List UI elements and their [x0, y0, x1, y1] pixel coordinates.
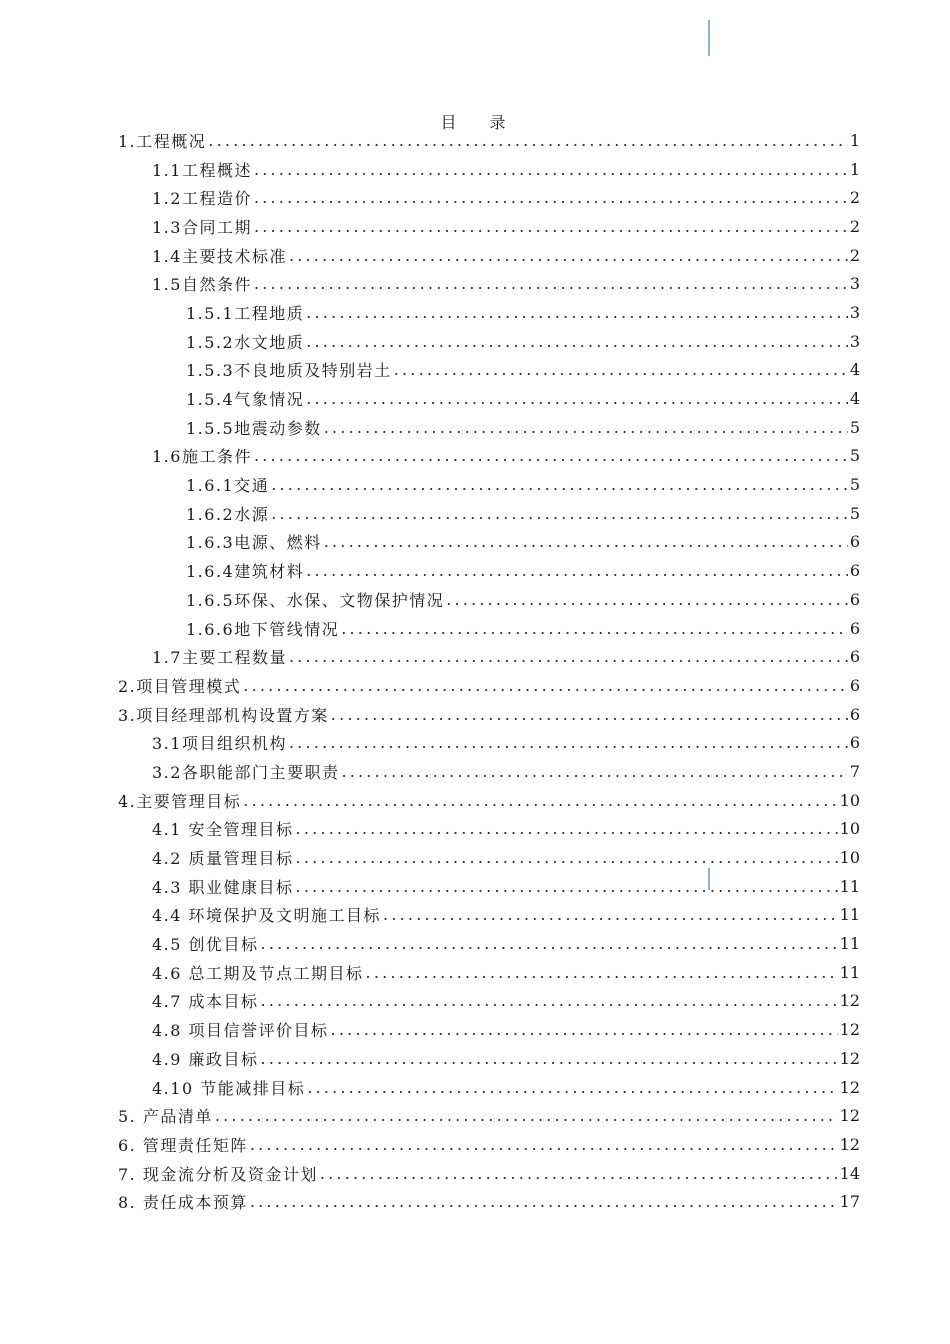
toc-entry-page: 11	[839, 934, 860, 954]
toc-leader-dots	[394, 360, 848, 379]
toc-leader-dots	[331, 705, 848, 724]
toc-entry-label: 4.10 节能减排目标	[152, 1078, 306, 1098]
toc-leader-dots	[254, 274, 848, 293]
toc-entry-page: 6	[849, 589, 860, 609]
toc-entry[interactable]	[118, 815, 860, 844]
table-of-contents	[118, 126, 860, 1216]
toc-entry-page: 3	[849, 302, 860, 322]
toc-leader-dots	[215, 1106, 838, 1125]
toc-entry[interactable]	[118, 413, 860, 442]
toc-entry[interactable]	[118, 1101, 860, 1130]
toc-entry-label: 1.1工程概述	[152, 160, 252, 180]
toc-entry-label: 1.6.5环保、水保、文物保护情况	[186, 590, 445, 610]
toc-entry-page: 6	[849, 561, 860, 581]
toc-entry[interactable]	[118, 327, 860, 356]
toc-entry-label: 1.4主要技术标准	[152, 246, 287, 266]
toc-entry-page: 17	[839, 1192, 860, 1212]
toc-entry-page: 10	[839, 790, 860, 810]
toc-entry-page: 3	[849, 274, 860, 294]
toc-entry[interactable]	[118, 671, 860, 700]
toc-entry-page: 3	[849, 331, 860, 351]
toc-entry-page: 14	[839, 1163, 860, 1183]
toc-entry-page: 1	[849, 159, 860, 179]
toc-entry-label: 3.2各职能部门主要职责	[152, 762, 340, 782]
toc-leader-dots	[271, 504, 848, 523]
toc-entry-label: 4.主要管理目标	[118, 791, 242, 811]
toc-entry[interactable]	[118, 269, 860, 298]
toc-entry[interactable]	[118, 384, 860, 413]
toc-leader-dots	[289, 246, 848, 265]
toc-leader-dots	[446, 590, 848, 609]
toc-leader-dots	[254, 446, 848, 465]
toc-entry-label: 1.6.1交通	[186, 476, 270, 496]
toc-entry[interactable]	[118, 356, 860, 385]
toc-entry-label: 4.5 创优目标	[152, 935, 259, 955]
toc-entry[interactable]	[118, 700, 860, 729]
toc-entry-label: 4.1 安全管理目标	[152, 820, 294, 840]
toc-leader-dots	[254, 160, 848, 179]
toc-entry-page: 5	[849, 417, 860, 437]
toc-entry-page: 12	[839, 991, 860, 1011]
toc-leader-dots	[250, 1135, 838, 1154]
toc-leader-dots	[307, 1078, 837, 1097]
toc-entry-page: 12	[839, 1106, 860, 1126]
toc-entry[interactable]	[118, 470, 860, 499]
toc-entry-label: 6. 管理责任矩阵	[118, 1135, 248, 1155]
toc-entry-label: 5. 产品清单	[118, 1107, 213, 1127]
toc-leader-dots	[296, 848, 838, 867]
toc-entry-page: 2	[849, 216, 860, 236]
text-cursor-mark	[708, 20, 710, 56]
toc-leader-dots	[208, 131, 848, 150]
toc-entry-page: 12	[839, 1134, 860, 1154]
toc-entry-label: 1.5自然条件	[152, 275, 252, 295]
toc-entry-page: 5	[849, 446, 860, 466]
toc-entry-page: 6	[849, 618, 860, 638]
toc-entry-page: 5	[849, 475, 860, 495]
toc-entry-label: 4.2 质量管理目标	[152, 849, 294, 869]
toc-leader-dots	[254, 188, 848, 207]
toc-entry-label: 1.2工程造价	[152, 189, 252, 209]
toc-entry-page: 1	[849, 130, 860, 150]
toc-leader-dots	[250, 1192, 838, 1211]
toc-leader-dots	[296, 819, 838, 838]
toc-leader-dots	[271, 475, 848, 494]
toc-entry-label: 1.6.6地下管线情况	[186, 619, 340, 639]
toc-entry-label: 3.1项目组织机构	[152, 734, 287, 754]
toc-entry-label: 4.4 环境保护及文明施工目标	[152, 906, 382, 926]
toc-entry-page: 4	[849, 360, 860, 380]
toc-entry-page: 4	[849, 389, 860, 409]
toc-entry-page: 12	[839, 1020, 860, 1040]
toc-entry[interactable]	[118, 528, 860, 557]
toc-leader-dots	[341, 762, 847, 781]
toc-leader-dots	[366, 963, 838, 982]
toc-leader-dots	[306, 389, 848, 408]
toc-entry[interactable]	[118, 1159, 860, 1188]
toc-entry[interactable]	[118, 958, 860, 987]
toc-entry-page: 2	[849, 188, 860, 208]
toc-entry-label: 4.7 成本目标	[152, 992, 259, 1012]
toc-entry[interactable]	[118, 126, 860, 155]
toc-entry-page: 6	[849, 733, 860, 753]
toc-entry-label: 1.6.3电源、燃料	[186, 533, 322, 553]
toc-entry[interactable]	[118, 1073, 860, 1102]
toc-entry-label: 1.6.4建筑材料	[186, 562, 305, 582]
toc-leader-dots	[306, 303, 848, 322]
toc-entry-label: 1.工程概况	[118, 131, 207, 151]
toc-entry-page: 6	[849, 532, 860, 552]
toc-leader-dots	[254, 217, 848, 236]
toc-entry-label: 1.7主要工程数量	[152, 648, 287, 668]
toc-entry-label: 1.5.5地震动参数	[186, 418, 322, 438]
toc-entry-label: 4.9 廉政目标	[152, 1049, 259, 1069]
toc-entry-label: 4.8 项目信誉评价目标	[152, 1021, 329, 1041]
toc-entry-label: 1.6.2水源	[186, 504, 270, 524]
toc-entry-label: 1.5.2水文地质	[186, 332, 305, 352]
toc-leader-dots	[243, 791, 837, 810]
toc-entry[interactable]	[118, 298, 860, 327]
toc-entry[interactable]	[118, 614, 860, 643]
toc-entry-label: 4.3 职业健康目标	[152, 877, 294, 897]
toc-entry-label: 3.项目经理部机构设置方案	[118, 705, 329, 725]
toc-entry-label: 1.5.1工程地质	[186, 303, 305, 323]
toc-entry-page: 5	[849, 503, 860, 523]
toc-entry-label: 7. 现金流分析及资金计划	[118, 1164, 318, 1184]
toc-entry-page: 10	[839, 848, 860, 868]
toc-leader-dots	[296, 877, 838, 896]
toc-entry-page: 6	[849, 647, 860, 667]
toc-entry[interactable]	[118, 212, 860, 241]
toc-entry[interactable]	[118, 556, 860, 585]
toc-entry-label: 8. 责任成本预算	[118, 1193, 248, 1213]
toc-entry[interactable]	[118, 1015, 860, 1044]
toc-entry[interactable]	[118, 499, 860, 528]
toc-entry-page: 11	[839, 876, 860, 896]
toc-entry[interactable]	[118, 155, 860, 184]
toc-entry[interactable]	[118, 929, 860, 958]
toc-entry-page: 6	[849, 704, 860, 724]
toc-entry[interactable]	[118, 901, 860, 930]
toc-leader-dots	[261, 1049, 838, 1068]
toc-entry[interactable]	[118, 183, 860, 212]
toc-leader-dots	[324, 532, 848, 551]
toc-leader-dots	[261, 991, 838, 1010]
toc-entry-page: 11	[839, 962, 860, 982]
toc-entry[interactable]	[118, 442, 860, 471]
toc-entry[interactable]	[118, 1187, 860, 1216]
toc-leader-dots	[306, 332, 848, 351]
toc-leader-dots	[341, 619, 848, 638]
toc-leader-dots	[324, 418, 848, 437]
toc-entry-page: 6	[849, 675, 860, 695]
toc-leader-dots	[320, 1164, 838, 1183]
toc-leader-dots	[306, 561, 848, 580]
toc-entry-page: 10	[839, 819, 860, 839]
toc-leader-dots	[331, 1020, 838, 1039]
toc-entry-label: 1.6施工条件	[152, 447, 252, 467]
toc-entry[interactable]	[118, 1130, 860, 1159]
toc-entry[interactable]	[118, 642, 860, 671]
toc-leader-dots	[243, 676, 848, 695]
toc-entry-label: 4.6 总工期及节点工期目标	[152, 963, 364, 983]
toc-entry[interactable]	[118, 786, 860, 815]
toc-entry-page: 11	[839, 905, 860, 925]
toc-entry-label: 2.项目管理模式	[118, 676, 242, 696]
toc-entry[interactable]	[118, 728, 860, 757]
toc-entry-label: 1.5.3不良地质及特别岩土	[186, 361, 392, 381]
toc-title: 目 录	[440, 113, 520, 132]
toc-entry-page: 7	[849, 761, 860, 781]
toc-entry[interactable]	[118, 241, 860, 270]
toc-entry[interactable]	[118, 757, 860, 786]
toc-entry[interactable]	[118, 843, 860, 872]
toc-entry[interactable]	[118, 872, 860, 901]
toc-entry[interactable]	[118, 585, 860, 614]
toc-leader-dots	[383, 905, 838, 924]
toc-leader-dots	[289, 733, 848, 752]
toc-entry[interactable]	[118, 987, 860, 1016]
toc-entry[interactable]	[118, 1044, 860, 1073]
toc-entry-page: 2	[849, 245, 860, 265]
toc-leader-dots	[261, 934, 838, 953]
toc-entry-page: 12	[839, 1048, 860, 1068]
toc-entry-label: 1.3合同工期	[152, 217, 252, 237]
toc-entry-label: 1.5.4气象情况	[186, 390, 305, 410]
toc-leader-dots	[289, 647, 848, 666]
toc-entry-page: 12	[839, 1077, 860, 1097]
